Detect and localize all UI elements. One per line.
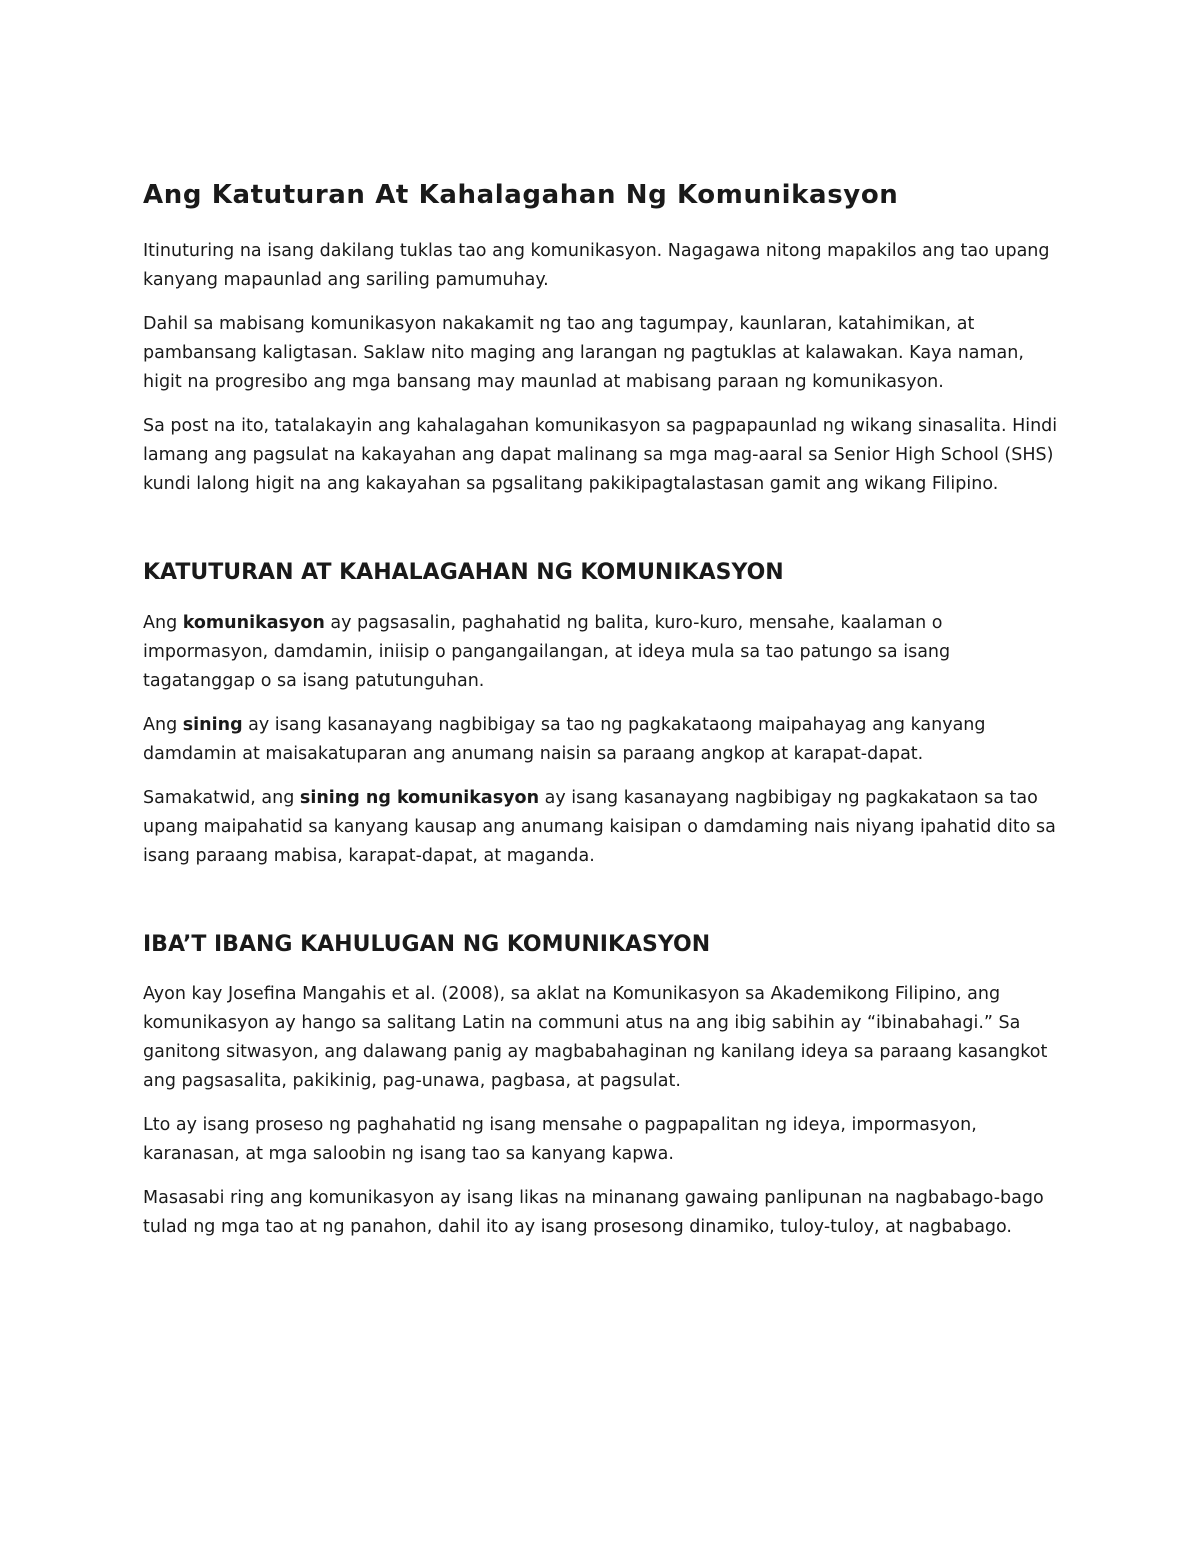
section-spacer: [143, 514, 1063, 560]
definition-paragraph-sining: [143, 711, 1063, 769]
paragraph-text: ay isang kasanayang nagbibigay ng pagkakataon sa tao upang maipahatid sa kanyang kausap ang anumang kaisipan o damdaming nais niyang ipahatid dito sa isang paraang mabisa, karapat-dapat, at maganda.: [143, 787, 1056, 866]
paragraph-text: Samakatwid, ang: [143, 787, 300, 808]
document-title: Ang Katuturan At Kahalagahan Ng Komunikasyon: [143, 180, 899, 210]
paragraph-text: ay pagsasalin, paghahatid ng balita, kuro-kuro, mensahe, kaalaman o impormasyon, damdamin, iniisip o pangangailangan, at ideya mula sa tao patungo sa isang tagatanggap o sa isang patutunguhan.: [143, 612, 951, 691]
kahulugan-paragraph-2: Lto ay isang proseso ng paghahatid ng isang mensahe o pagpapalitan ng ideya, impormasyon, karanasan, at mga saloobin ng isang tao sa kanyang kapwa.: [143, 1114, 977, 1164]
document-page: [143, 180, 1063, 1257]
section-heading-kahulugan: IBA’T IBANG KAHULUGAN NG KOMUNIKASYON: [143, 931, 711, 957]
section-spacer: [143, 886, 1063, 932]
paragraph-text: ay isang kasanayang nagbibigay sa tao ng pagkakataong maipahayag ang kanyang damdamin at maisakatuparan ang anumang naisin sa paraang angkop at karapat-dapat.: [143, 714, 986, 764]
bold-term: sining: [182, 714, 243, 735]
intro-paragraph-3: Sa post na ito, tatalakayin ang kahalagahan komunikasyon sa pagpapaunlad ng wikang sinasalita. Hindi lamang ang pagsulat na kakayahan ang dapat malinang sa mga mag-aaral sa Senior High School (SHS) kundi lalong higit na ang kakayahan sa pgsalitang pakikipagtalastasan gamit ang wikang Filipino.: [143, 416, 1058, 495]
kahulugan-paragraph-3: Masasabi ring ang komunikasyon ay isang likas na minanang gawaing panlipunan na nagbabago-bago tulad ng mga tao at ng panahon, dahil ito ay isang prosesong dinamiko, tuloy-tuloy, at nagbabago.: [143, 1187, 1044, 1237]
intro-paragraph-1: Itinuturing na isang dakilang tuklas tao ang komunikasyon. Nagagawa nitong mapakilos ang tao upang kanyang mapaunlad ang sariling pamumuhay.: [143, 241, 1050, 291]
intro-paragraph-2: Dahil sa mabisang komunikasyon nakakamit ng tao ang tagumpay, kaunlaran, katahimikan, at pambansang kaligtasan. Saklaw nito maging ang larangan ng pagtuklas at kalawakan. Kaya naman, higit na progresibo ang mga bansang may maunlad at mabisang paraan ng komunikasyon.: [143, 314, 1024, 393]
definition-paragraph-sining-ng-komunikasyon: [143, 784, 1063, 871]
section-heading-katuturan: KATUTURAN AT KAHALAGAHAN NG KOMUNIKASYON: [143, 560, 784, 586]
kahulugan-paragraph-1: Ayon kay Josefina Mangahis et al. (2008), sa aklat na Komunikasyon sa Akademikong Filipino, ang komunikasyon ay hango sa salitang Latin na communi atus na ang ibig sabihin ay “ibinabahagi.” Sa ganitong sitwasyon, ang dalawang panig ay magbabahaginan ng kanilang ideya sa paraang kasangkot ang pagsasalita, pakikinig, pag-unawa, pagbasa, at pagsulat.: [143, 983, 1048, 1091]
paragraph-text: Ang: [143, 714, 183, 735]
definition-paragraph-komunikasyon: [143, 609, 1063, 696]
paragraph-text: Ang: [143, 612, 183, 633]
bold-term: komunikasyon: [182, 612, 325, 633]
bold-term: sining ng komunikasyon: [299, 787, 540, 808]
